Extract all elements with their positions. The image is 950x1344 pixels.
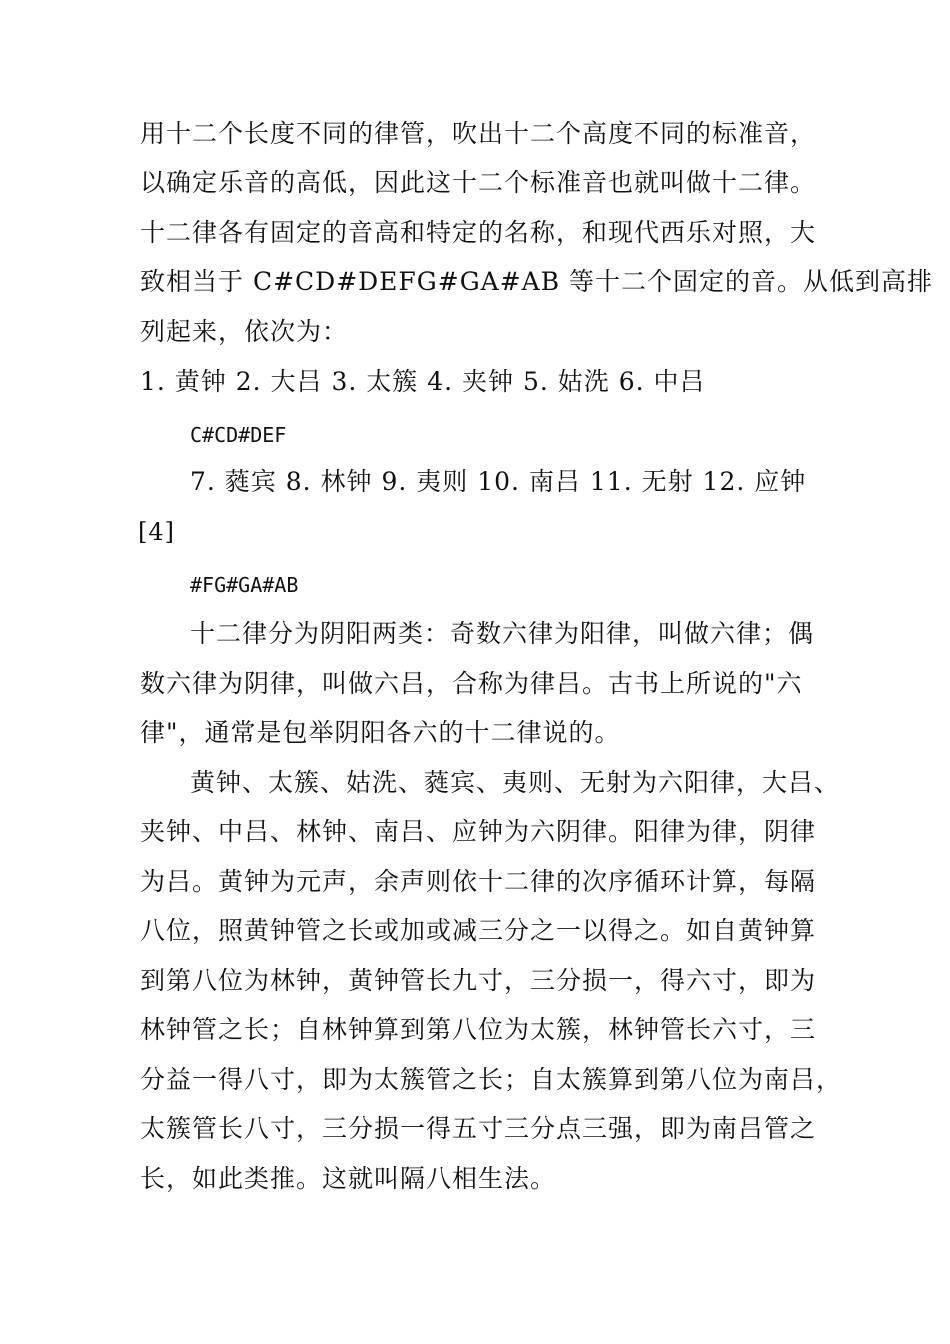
paragraph-3-line-7: 分益一得八寸，即为太簇管之长；自太簇算到第八位为南吕， bbox=[140, 1065, 843, 1094]
paragraph-3-line-4: 八位，照黄钟管之长或加或减三分之一以得之。如自黄钟算 bbox=[140, 916, 817, 945]
paragraph-1-line-4: 致相当于 C#CD#DEFG#GA#AB 等十二个固定的音。从低到高排 bbox=[140, 267, 934, 296]
list-line-2: 7. 蕤宾 8. 林钟 9. 夷则 10. 南吕 11. 无射 12. 应钟 bbox=[190, 467, 807, 496]
paragraph-1-line-1: 用十二个长度不同的律管，吹出十二个高度不同的标准音， bbox=[140, 119, 817, 148]
notes-line-2: #FG#GA#AB bbox=[190, 573, 299, 597]
paragraph-3-line-6: 林钟管之长；自林钟算到第八位为太簇，林钟管长六寸，三 bbox=[140, 1015, 817, 1044]
notes-line-1: C#CD#DEF bbox=[190, 423, 287, 447]
paragraph-3-line-8: 太簇管长八寸，三分损一得五寸三分点三强，即为南吕管之 bbox=[140, 1114, 817, 1143]
paragraph-1-line-5: 列起来，依次为： bbox=[140, 317, 349, 346]
paragraph-2-line-3: 律"，通常是包举阴阳各六的十二律说的。 bbox=[140, 718, 621, 747]
list-line-1: 1. 黄钟 2. 大吕 3. 太簇 4. 夹钟 5. 姑洗 6. 中吕 bbox=[140, 367, 706, 396]
paragraph-3-line-3: 为吕。黄钟为元声，余声则依十二律的次序循环计算，每隔 bbox=[140, 867, 817, 896]
footnote-reference: [4] bbox=[138, 518, 175, 546]
paragraph-2-line-1: 十二律分为阴阳两类：奇数六律为阳律，叫做六律；偶 bbox=[190, 619, 815, 648]
paragraph-1-line-3: 十二律各有固定的音高和特定的名称，和现代西乐对照，大 bbox=[140, 218, 817, 247]
paragraph-2-line-2: 数六律为阴律，叫做六吕，合称为律吕。古书上所说的"六 bbox=[140, 669, 803, 698]
paragraph-3-line-2: 夹钟、中吕、林钟、南吕、应钟为六阴律。阳律为律，阴律 bbox=[140, 817, 817, 846]
paragraph-3-line-9: 长，如此类推。这就叫隔八相生法。 bbox=[140, 1164, 557, 1193]
paragraph-3-line-5: 到第八位为林钟，黄钟管长九寸，三分损一，得六寸，即为 bbox=[140, 966, 817, 995]
paragraph-1-line-2: 以确定乐音的高低，因此这十二个标准音也就叫做十二律。 bbox=[140, 168, 817, 197]
paragraph-3-line-1: 黄钟、太簇、姑洗、蕤宾、夷则、无射为六阳律，大吕、 bbox=[190, 768, 841, 797]
